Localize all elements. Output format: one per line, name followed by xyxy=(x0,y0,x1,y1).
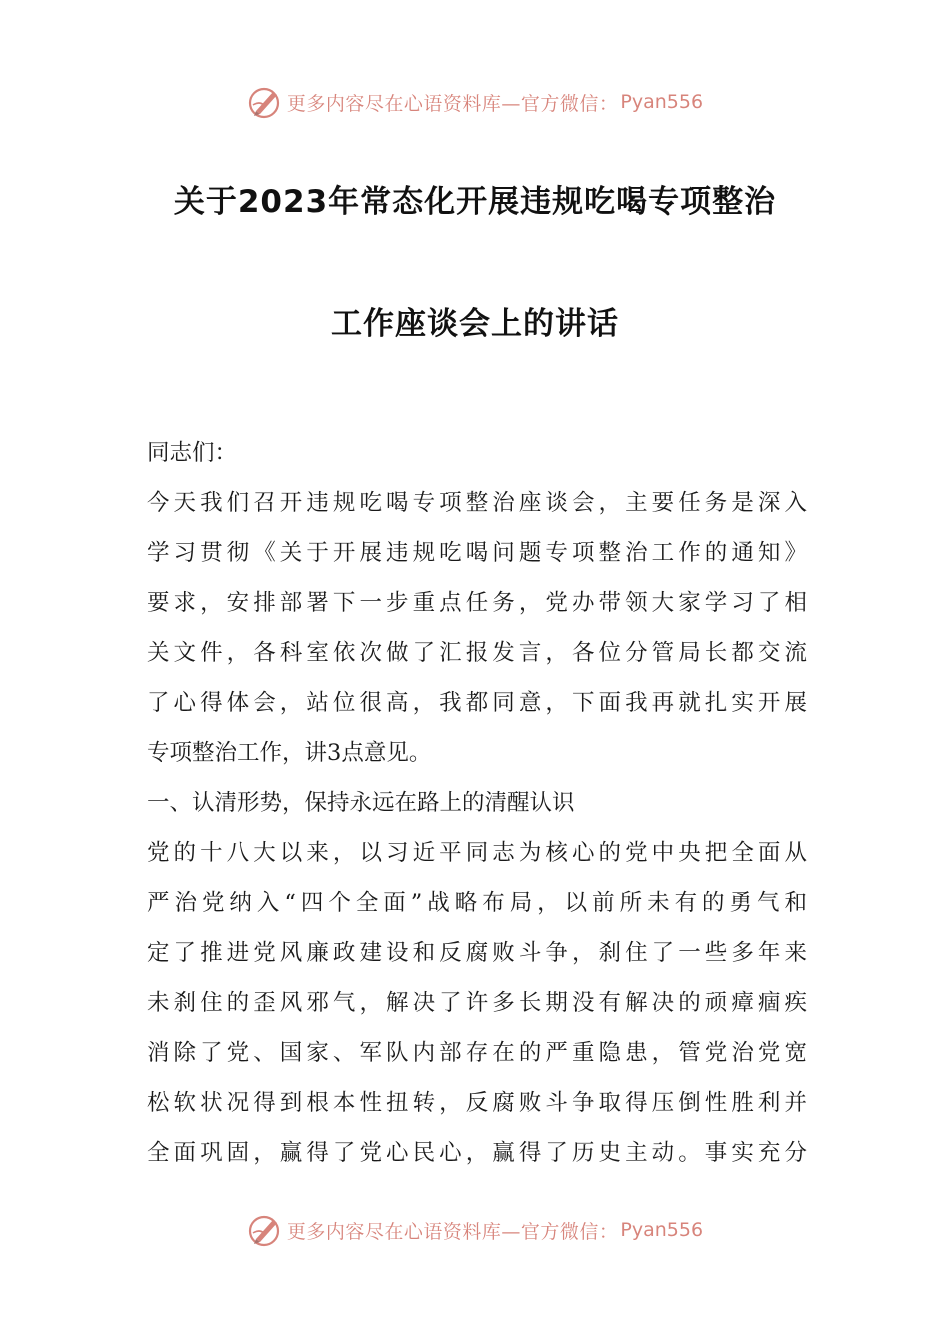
watermark-text: 更多内容尽在心语资料库—官方微信： xyxy=(286,92,619,115)
paragraph-line: 要求，安排部署下一步重点任务，党办带领大家学习了相 xyxy=(147,590,807,616)
paragraph-line: 今天我们召开违规吃喝专项整治座谈会，主要任务是深入 xyxy=(147,490,807,516)
section-heading: 一、认清形势，保持永远在路上的清醒认识 xyxy=(147,790,575,816)
paragraph-line: 定了推进党风廉政建设和反腐败斗争，刹住了一些多年来 xyxy=(147,940,807,966)
paragraph-line: 未刹住的歪风邪气，解决了许多长期没有解决的顽瘴痼疾 xyxy=(147,990,807,1016)
document-body xyxy=(147,428,807,1178)
paragraph-line: 消除了党、国家、军队内部存在的严重隐患，管党治党宽 xyxy=(147,1040,807,1066)
paragraph-line: 松软状况得到根本性扭转，反腐败斗争取得压倒性胜利并 xyxy=(147,1090,807,1116)
watermark-header xyxy=(0,84,950,120)
paragraph-line: 学习贯彻《关于开展违规吃喝问题专项整治工作的通知》 xyxy=(147,540,807,566)
pen-logo-icon xyxy=(247,84,283,120)
watermark-handle: Pyan556 xyxy=(620,1219,704,1241)
watermark-footer xyxy=(0,1212,950,1248)
paragraph-line: 关文件，各科室依次做了汇报发言，各位分管局长都交流 xyxy=(147,640,807,666)
watermark-handle: Pyan556 xyxy=(620,91,704,113)
document-title-line-2: 工作座谈会上的讲话 xyxy=(331,306,619,342)
paragraph-line: 专项整治工作，讲3点意见。 xyxy=(147,740,432,766)
paragraph-line: 全面巩固，赢得了党心民心，赢得了历史主动。事实充分 xyxy=(147,1140,807,1166)
pen-logo-icon xyxy=(247,1212,283,1248)
salutation: 同志们： xyxy=(147,440,238,466)
document-title-line-1: 关于2023年常态化开展违规吃喝专项整治 xyxy=(173,184,777,220)
paragraph-line: 党的十八大以来，以习近平同志为核心的党中央把全面从 xyxy=(147,840,807,866)
paragraph-line: 严治党纳入“四个全面”战略布局，以前所未有的勇气和 xyxy=(147,890,807,916)
watermark-text: 更多内容尽在心语资料库—官方微信： xyxy=(286,1220,619,1243)
paragraph-line: 了心得体会，站位很高，我都同意，下面我再就扎实开展 xyxy=(147,690,807,716)
